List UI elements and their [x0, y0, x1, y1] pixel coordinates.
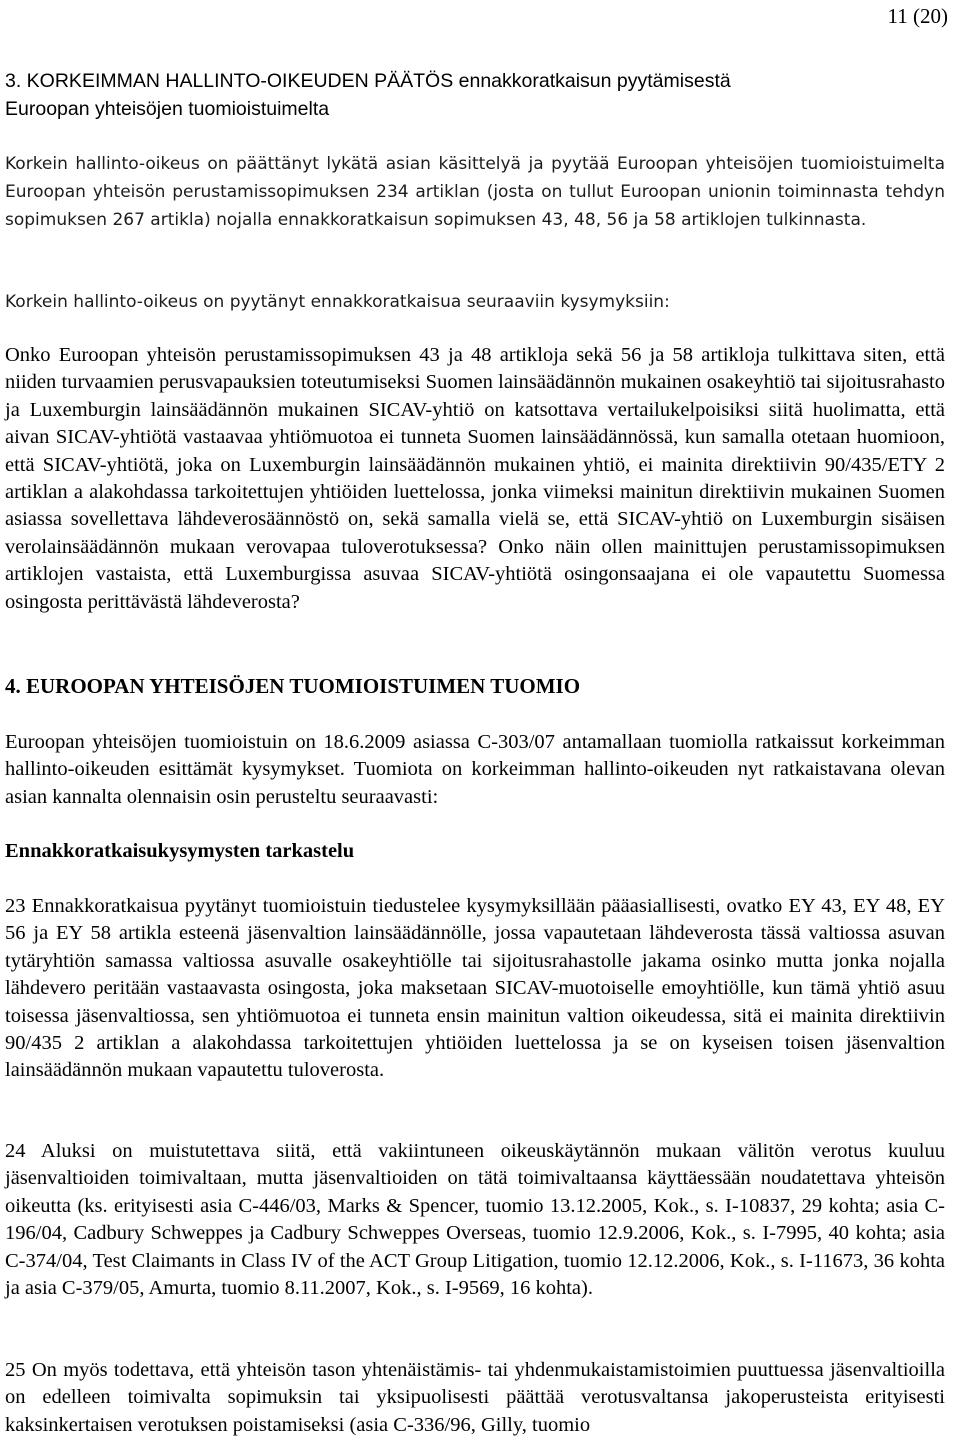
section-3-paragraph-1: Korkein hallinto-oikeus on päättänyt lykätä asian käsittelyä ja pyytää Euroopan yhteisöjen tuomioistuimelta Euroopan yhteisön perustamissopimuksen 234 artiklan (josta on tullut Euroopan unionin toiminnasta tehdyn sopimuksen 267 artikla) nojalla ennakkoratkaisun sopimuksen 43, 48, 56 ja 58 artiklojen tulkinnasta. [5, 154, 945, 230]
section-4-paragraph-1: Euroopan yhteisöjen tuomioistuin on 18.6.2009 asiassa C-303/07 antamallaan tuomiolla ratkaissut korkeimman hallinto-oikeuden esittämät kysymykset. Tuomiota on korkeimman hallinto-oikeuden nyt ratkaistavana olevan asian kannalta olennaisin osin perusteltu seuraavasti: [5, 731, 945, 808]
paragraph-25: 25 On myös todettava, että yhteisön tason yhtenäistämis- tai yhdenmukaistamistoimien puuttuessa jäsenvaltioilla on edelleen toimivalta sopimuksin tai yksipuolisesti päättää verotusvaltansa jakoperusteista erityisesti kaksinkertaisen verotuksen poistamiseksi (asia C-336/96, Gilly, tuomio [5, 1359, 945, 1436]
paragraph-24: 24 Aluksi on muistutettava siitä, että vakiintuneen oikeuskäytännön mukaan välitön verotus kuuluu jäsenvaltioiden toimivaltaan, mutta jäsenvaltioiden on tätä toimivaltaansa käyttäessään noudatettava yhteisön oikeutta (ks. erityisesti asia C-446/03, Marks & Spencer, tuomio 13.12.2005, Kok., s. I-10837, 29 kohta; asia C-196/04, Cadbury Schweppes ja Cadbury Schweppes Overseas, tuomio 12.9.2006, Kok., s. I-7995, 40 kohta; asia C-374/04, Test Claimants in Class IV of the ACT Group Litigation, tuomio 12.12.2006, Kok., s. I-11673, 36 kohta ja asia C-379/05, Amurta, tuomio 8.11.2007, Kok., s. I-9569, 16 kohta). [5, 1140, 945, 1300]
section-3-paragraph-3: Onko Euroopan yhteisön perustamissopimuksen 43 ja 48 artikloja sekä 56 ja 58 artikloja tulkittava siten, että niiden turvaamien perusvapauksien toteutumiseksi Suomen lainsäädännön mukainen osakeyhtiö tai sijoitusrahasto ja Luxemburgin lainsäädännön mukainen SICAV-yhtiö on katsottava vertailukelpoisiksi siitä huolimatta, että aivan SICAV-yhtiötä vastaavaa yhtiömuotoa ei tunneta Suomen lainsäädännössä, kun samalla otetaan huomioon, että SICAV-yhtiötä, joka on Luxemburgin lainsäädännön mukainen yhtiö, ei mainita direktiivin 90/435/ETY 2 artiklan a alakohdassa tarkoitettujen yhtiöiden luettelossa, jonka viimeksi mainitun direktiivin mukainen Suomen asiassa sovellettava lähdeverosäännöstö on, sekä samalla vielä se, että SICAV-yhtiö on Luxemburgin sisäisen verolainsäädännön mukaan verovapaa tuloverotuksessa? Onko näin ollen mainittujen perustamissopimuksen artiklojen vastaista, että Luxemburgissa asuvaa SICAV-yhtiötä osingonsaajana ei ole vapautettu Suomessa osingosta perittävästä lähdeverosta? [5, 344, 945, 613]
section-3-paragraph-2: Korkein hallinto-oikeus on pyytänyt ennakkoratkaisua seuraaviin kysymyksiin: [5, 292, 670, 312]
page-number: 11 (20) [887, 4, 948, 28]
paragraph-23: 23 Ennakkoratkaisua pyytänyt tuomioistuin tiedustelee kysymyksillään pääasiallisesti, ovatko EY 43, EY 48, EY 56 ja EY 58 artikla esteenä jäsenvaltion lainsäädännölle, jossa vapautetaan lähdeverosta tässä valtiossa asuvan tytäryhtiön samassa valtiossa asuvalle osakeyhtiölle tai sijoitusrahastolle jakama osinko mutta jonka nojalla lähdevero peritään vastaavasta osingosta, joka maksetaan SICAV-muotoiselle emoyhtiölle, kun tämä yhtiö asuu toisessa jäsenvaltiossa, sen yhtiömuotoa ei tunneta ensin mainitun valtion oikeudessa, sitä ei mainita direktiivin 90/435 2 artiklan a alakohdassa tarkoitettujen yhtiöiden luettelossa ja se on kyseisen toisen jäsenvaltion lainsäädännön mukaan vapautettu tuloverosta. [5, 895, 945, 1082]
section-4-heading: 4. EUROOPAN YHTEISÖJEN TUOMIOISTUIMEN TUOMIO [5, 674, 581, 698]
section-3-heading-line-1: 3. KORKEIMMAN HALLINTO-OIKEUDEN PÄÄTÖS ennakkoratkaisun pyytämisestä [5, 70, 731, 92]
section-3-heading-line-2: Euroopan yhteisöjen tuomioistuimelta [5, 98, 330, 120]
section-4-subheading: Ennakkoratkaisukysymysten tarkastelu [5, 840, 355, 862]
